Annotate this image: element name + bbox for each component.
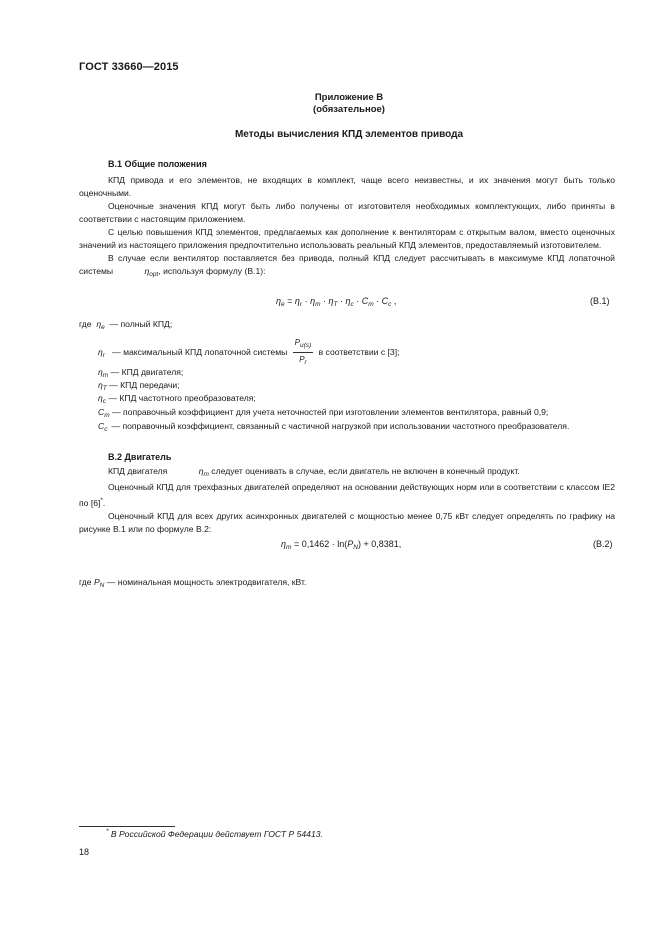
section-1-heading: В.1 Общие положения [108, 159, 207, 169]
standard-code: ГОСТ 33660—2015 [79, 61, 179, 73]
where-label: где $\eta_e$ — полный КПД; [79, 319, 173, 331]
appendix-status: (обязательное) [313, 104, 385, 115]
formula-b1: $\eta_e = \eta_r \cdot \eta_m \cdot \eta_T \cdot \eta_c \cdot C_m \cdot C_c$ , [276, 296, 397, 308]
paragraph: Оценочный КПД для всех других асинхронных двигателей с мощностью менее 0,75 кВт следует определять по графику на рисунке В.1 или по формуле В.2: [79, 510, 615, 534]
section-2-body [79, 465, 615, 536]
definition-eta-T: $\eta_T$ — КПД передачи; [98, 380, 180, 392]
page-number: 18 [79, 847, 90, 857]
definition-Cc: $C_c$ — поправочный коэффициент, связанный с частичной нагрузкой при использовании частотного преобразователя. [98, 421, 570, 433]
definition-eta-r: $\eta_r$ — максимальный КПД лопаточной системы $\frac{P_{u(s)}}{P_r}$ в соответствии с [3]; [98, 336, 399, 369]
definition-eta-m: $\eta_m$ — КПД двигателя; [98, 367, 184, 379]
equation-number: (В.2) [593, 539, 613, 549]
equation-number: (В.1) [590, 296, 610, 306]
fraction: $\frac{P_{u(s)}}{P_r}$ [294, 338, 312, 366]
definition-PN: где $P_N$ — номинальная мощность электродвигателя, кВт. [79, 577, 307, 589]
paragraph: В случае если вентилятор поставляется без привода, полный КПД следует рассчитывать в максимуме КПД лопаточной системы $\eta_{opt}$, используя формулу (В.1): [79, 253, 615, 278]
formula-b2: $\eta_m = 0,1462 \cdot \ln(P_N) + 0,8381$, [281, 539, 402, 551]
paragraph: Оценочный КПД для трехфазных двигателей определяют на основании действующих норм или в соответствии с классом IE2 по [6]*. [79, 482, 615, 508]
footnote-divider [79, 826, 175, 827]
definition-eta-c: $\eta_c$ — КПД частотного преобразователя; [98, 393, 256, 405]
paragraph: Оценочные значения КПД могут быть либо получены от изготовителя необходимых комплектующих, либо приняты в соответствии с настоящим приложением. [79, 201, 615, 224]
section-1-body [79, 174, 615, 281]
appendix-heading: Методы вычисления КПД элементов привода [234, 129, 464, 140]
definition-Cm: $C_m$ — поправочный коэффициент для учета неточностей при изготовлении элементов вентилятора, равный 0,9; [98, 407, 549, 419]
appendix-title: Приложение В [314, 92, 384, 103]
footnote: * В Российской Федерации действует ГОСТ Р 54413. [106, 828, 323, 839]
section-2-heading: В.2 Двигатель [108, 452, 172, 462]
paragraph: С целью повышения КПД элементов, предлагаемых как дополнение к вентиляторам с открытым валом, вместо оценочных значений из настоящего приложения предпочтительно использовать реальный КПД элементов, предоставляемый изготовителем. [79, 227, 615, 250]
paragraph: КПД привода и его элементов, не входящих в комплект, чаще всего неизвестны, и их значения могут быть только оценочными. [79, 175, 615, 198]
paragraph: КПД двигателя $\eta_m$ следует оценивать в случае, если двигатель не включен в конечный продукт. [108, 466, 520, 478]
